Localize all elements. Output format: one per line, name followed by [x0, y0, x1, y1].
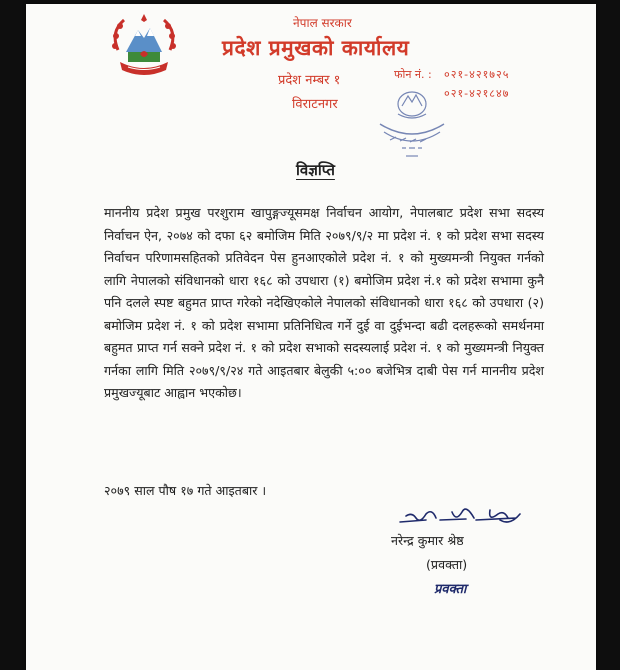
notice-body: माननीय प्रदेश प्रमुख परशुराम खापुङ्गज्यूसमक्ष निर्वाचन आयोग, नेपालबाट प्रदेश सभा सदस्य निर्वाचन ऐन, २०७४ को दफा ६२ बमोजिम मिति २०७९/९/२ मा प्रदेश नं. १ को प्रदेश सभा सदस्य निर्वाचन परिणामसहितको प्रतिवेदन पेस हुनआएकोले प्रदेश नं. १ को मुख्यमन्त्री नियुक्त गर्नको लागि नेपालको संविधानको धारा १६८ को उपधारा (१) बमोजिम प्रदेश नं.१ को प्रदेश सभामा कुनै पनि दलले स्पष्ट बहुमत प्राप्त गरेको नदेखिएकोले नेपालको संविधानको धारा १६८ को उपधारा (२) बमोजिम प्रदेश नं. १ को प्रदेश सभामा प्रतिनिधित्व गर्ने दुई वा दुईभन्दा बढी दलहरूको समर्थनमा बहुमत प्राप्त गर्न सक्ने प्रदेश नं. १ को प्रदेश सभाको सदस्यलाई प्रदेश नं. १ को मुख्यमन्त्री नियुक्त गर्नका लागि मिति २०७९/९/२४ गते आइतबार बेलुकी ५:०० बजेभित्र दाबी पेस गर्न माननीय प्रदेश प्रमुखज्यूबाट आह्वान भएकोछ। — [104, 205, 544, 400]
signatory-handwritten-role: प्रवक्ता — [434, 582, 467, 597]
phone-number-2: ०२१-४२१८४७ — [444, 87, 510, 100]
header-government: नेपाल सरकार — [293, 16, 352, 30]
notice-date: २०७९ साल पौष १७ गते आइतबार । — [104, 483, 267, 498]
header-province: प्रदेश नम्बर १ — [278, 73, 341, 88]
notice-title: विज्ञप्ति — [296, 161, 335, 179]
signatory-role: (प्रवक्ता) — [426, 557, 468, 572]
phone-number-1: ०२१-४२१७२५ — [444, 68, 510, 81]
phone-label: फोन नं. : — [394, 68, 432, 81]
office-seal-stamp-icon — [376, 84, 448, 162]
header-office-name: प्रदेश प्रमुखको कार्यालय — [222, 36, 410, 60]
nepal-emblem-icon — [104, 12, 184, 84]
signatory-name: नरेन्द्र कुमार श्रेष्ठ — [391, 533, 464, 548]
notice-document — [26, 4, 596, 670]
header-city: विराटनगर — [292, 97, 338, 112]
